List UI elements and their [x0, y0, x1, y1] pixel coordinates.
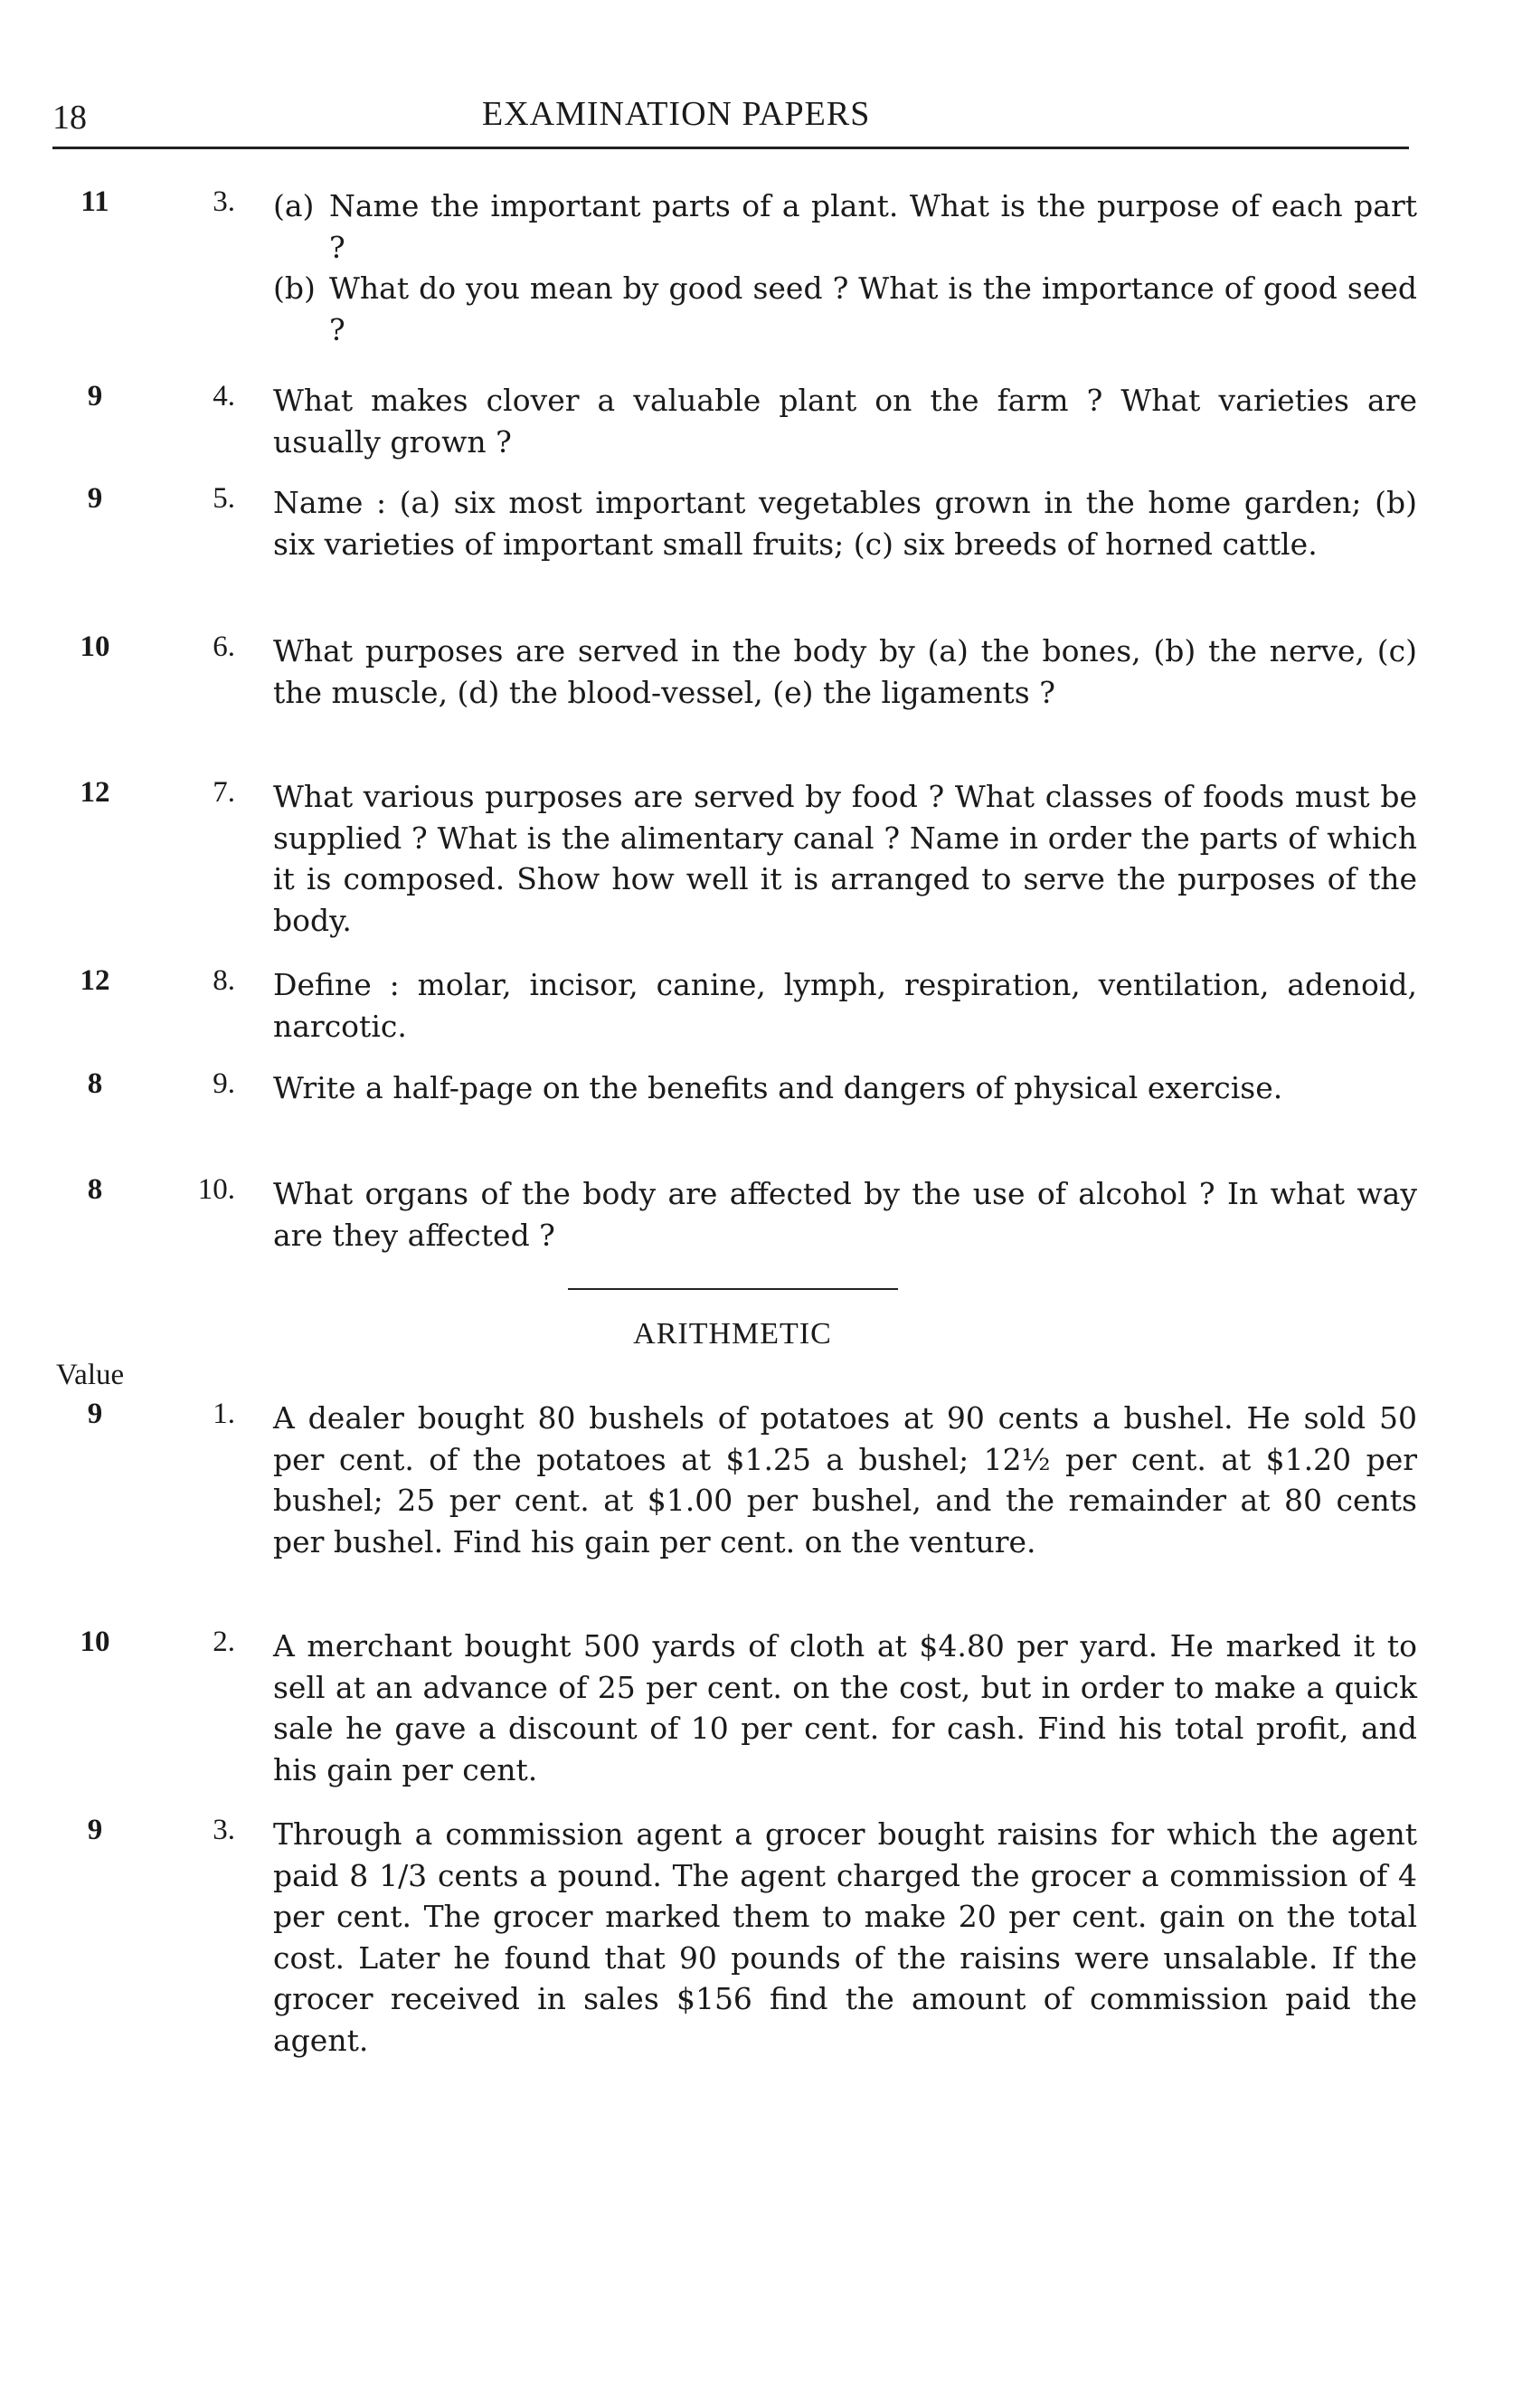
- subpart-text: What do you mean by good seed ? What is the importance of good seed ?: [329, 270, 1417, 347]
- question-value: 9: [87, 482, 103, 515]
- subpart-tag: (a): [273, 188, 315, 223]
- question-number: 9.: [213, 1067, 235, 1100]
- page-header: [52, 90, 1409, 154]
- question-text: Name : (a) six most important vegetables grown in the home garden; (b) six varieties of important small fruits; (c) six breeds of horned cattle.: [273, 485, 1417, 562]
- question-text: What purposes are served in the body by (a) the bones, (b) the nerve, (c) the muscle, (d) the blood-vessel, (e) the ligaments ?: [273, 633, 1417, 710]
- question-value: 12: [80, 964, 110, 997]
- subpart-a: [273, 185, 1417, 268]
- question-value: 8: [87, 1173, 103, 1206]
- subpart-text: Name the important parts of a plant. What is the purpose of each part ?: [329, 188, 1417, 265]
- question-number: 5.: [213, 482, 235, 515]
- page-number: 18: [52, 99, 87, 137]
- question-number: 3.: [213, 185, 235, 218]
- question-text: What organs of the body are affected by the use of alcohol ? In what way are they affected ?: [273, 1176, 1417, 1253]
- question-value: 9: [87, 1398, 103, 1430]
- question-number: 10.: [197, 1173, 235, 1206]
- question-text: A dealer bought 80 bushels of potatoes at 90 cents a bushel. He sold 50 per cent. of the potatoes at $1.25 a bushel; 12½ per cent. at $1.20 per bushel; 25 per cent. at $1.00 per bushel, and the remainder at 80 cents per bushel. Find his gain per cent. on the venture.: [273, 1400, 1417, 1560]
- value-column-label: Value: [56, 1359, 125, 1391]
- running-title: EXAMINATION PAPERS: [482, 95, 871, 133]
- section-title: ARITHMETIC: [633, 1317, 832, 1351]
- question-value: 8: [87, 1067, 103, 1100]
- question-number: 6.: [213, 630, 235, 663]
- question-value: 10: [80, 630, 110, 663]
- question-value: 9: [87, 380, 103, 412]
- question-number: 1.: [213, 1398, 235, 1430]
- question-number: 4.: [213, 380, 235, 412]
- question-value: 10: [80, 1626, 110, 1658]
- question-text: Write a half-page on the benefits and dangers of physical exercise.: [273, 1070, 1283, 1105]
- section-divider: [568, 1288, 898, 1290]
- question-number: 3.: [213, 1814, 235, 1846]
- question-value: 11: [80, 185, 109, 218]
- question-value: 12: [80, 776, 110, 809]
- question-text: What makes clover a valuable plant on the farm ? What varieties are usually grown ?: [273, 383, 1417, 460]
- question-number: 2.: [213, 1626, 235, 1658]
- question-text: [273, 185, 1417, 350]
- question-text: A merchant bought 500 yards of cloth at $4.80 per yard. He marked it to sell at an advance of 25 per cent. on the cost, but in order to make a quick sale he gave a discount of 10 per cent. for cash. Find his total profit, and his gain per cent.: [273, 1628, 1417, 1787]
- subpart-b: [273, 268, 1417, 350]
- question-number: 8.: [213, 964, 235, 997]
- question-value: 9: [87, 1814, 103, 1846]
- question-text: Define : molar, incisor, canine, lymph, respiration, ventilation, adenoid, narcotic.: [273, 967, 1417, 1044]
- question-text: Through a commission agent a grocer bought raisins for which the agent paid 8 1/3 cents a pound. The agent charged the grocer a commission of 4 per cent. The grocer marked them to make 20 per cent. gain on the total cost. Later he found that 90 pounds of the raisins were unsalable. If the grocer received in sales $156 find the amount of commission paid the agent.: [273, 1816, 1417, 2058]
- header-rule: [52, 147, 1409, 149]
- question-text: What various purposes are served by food ? What classes of foods must be supplied ? What is the alimentary canal ? Name in order the parts of which it is composed. Show how well it is arranged to serve the purposes of the body.: [273, 779, 1417, 938]
- question-number: 7.: [213, 776, 235, 809]
- subpart-tag: (b): [273, 270, 316, 306]
